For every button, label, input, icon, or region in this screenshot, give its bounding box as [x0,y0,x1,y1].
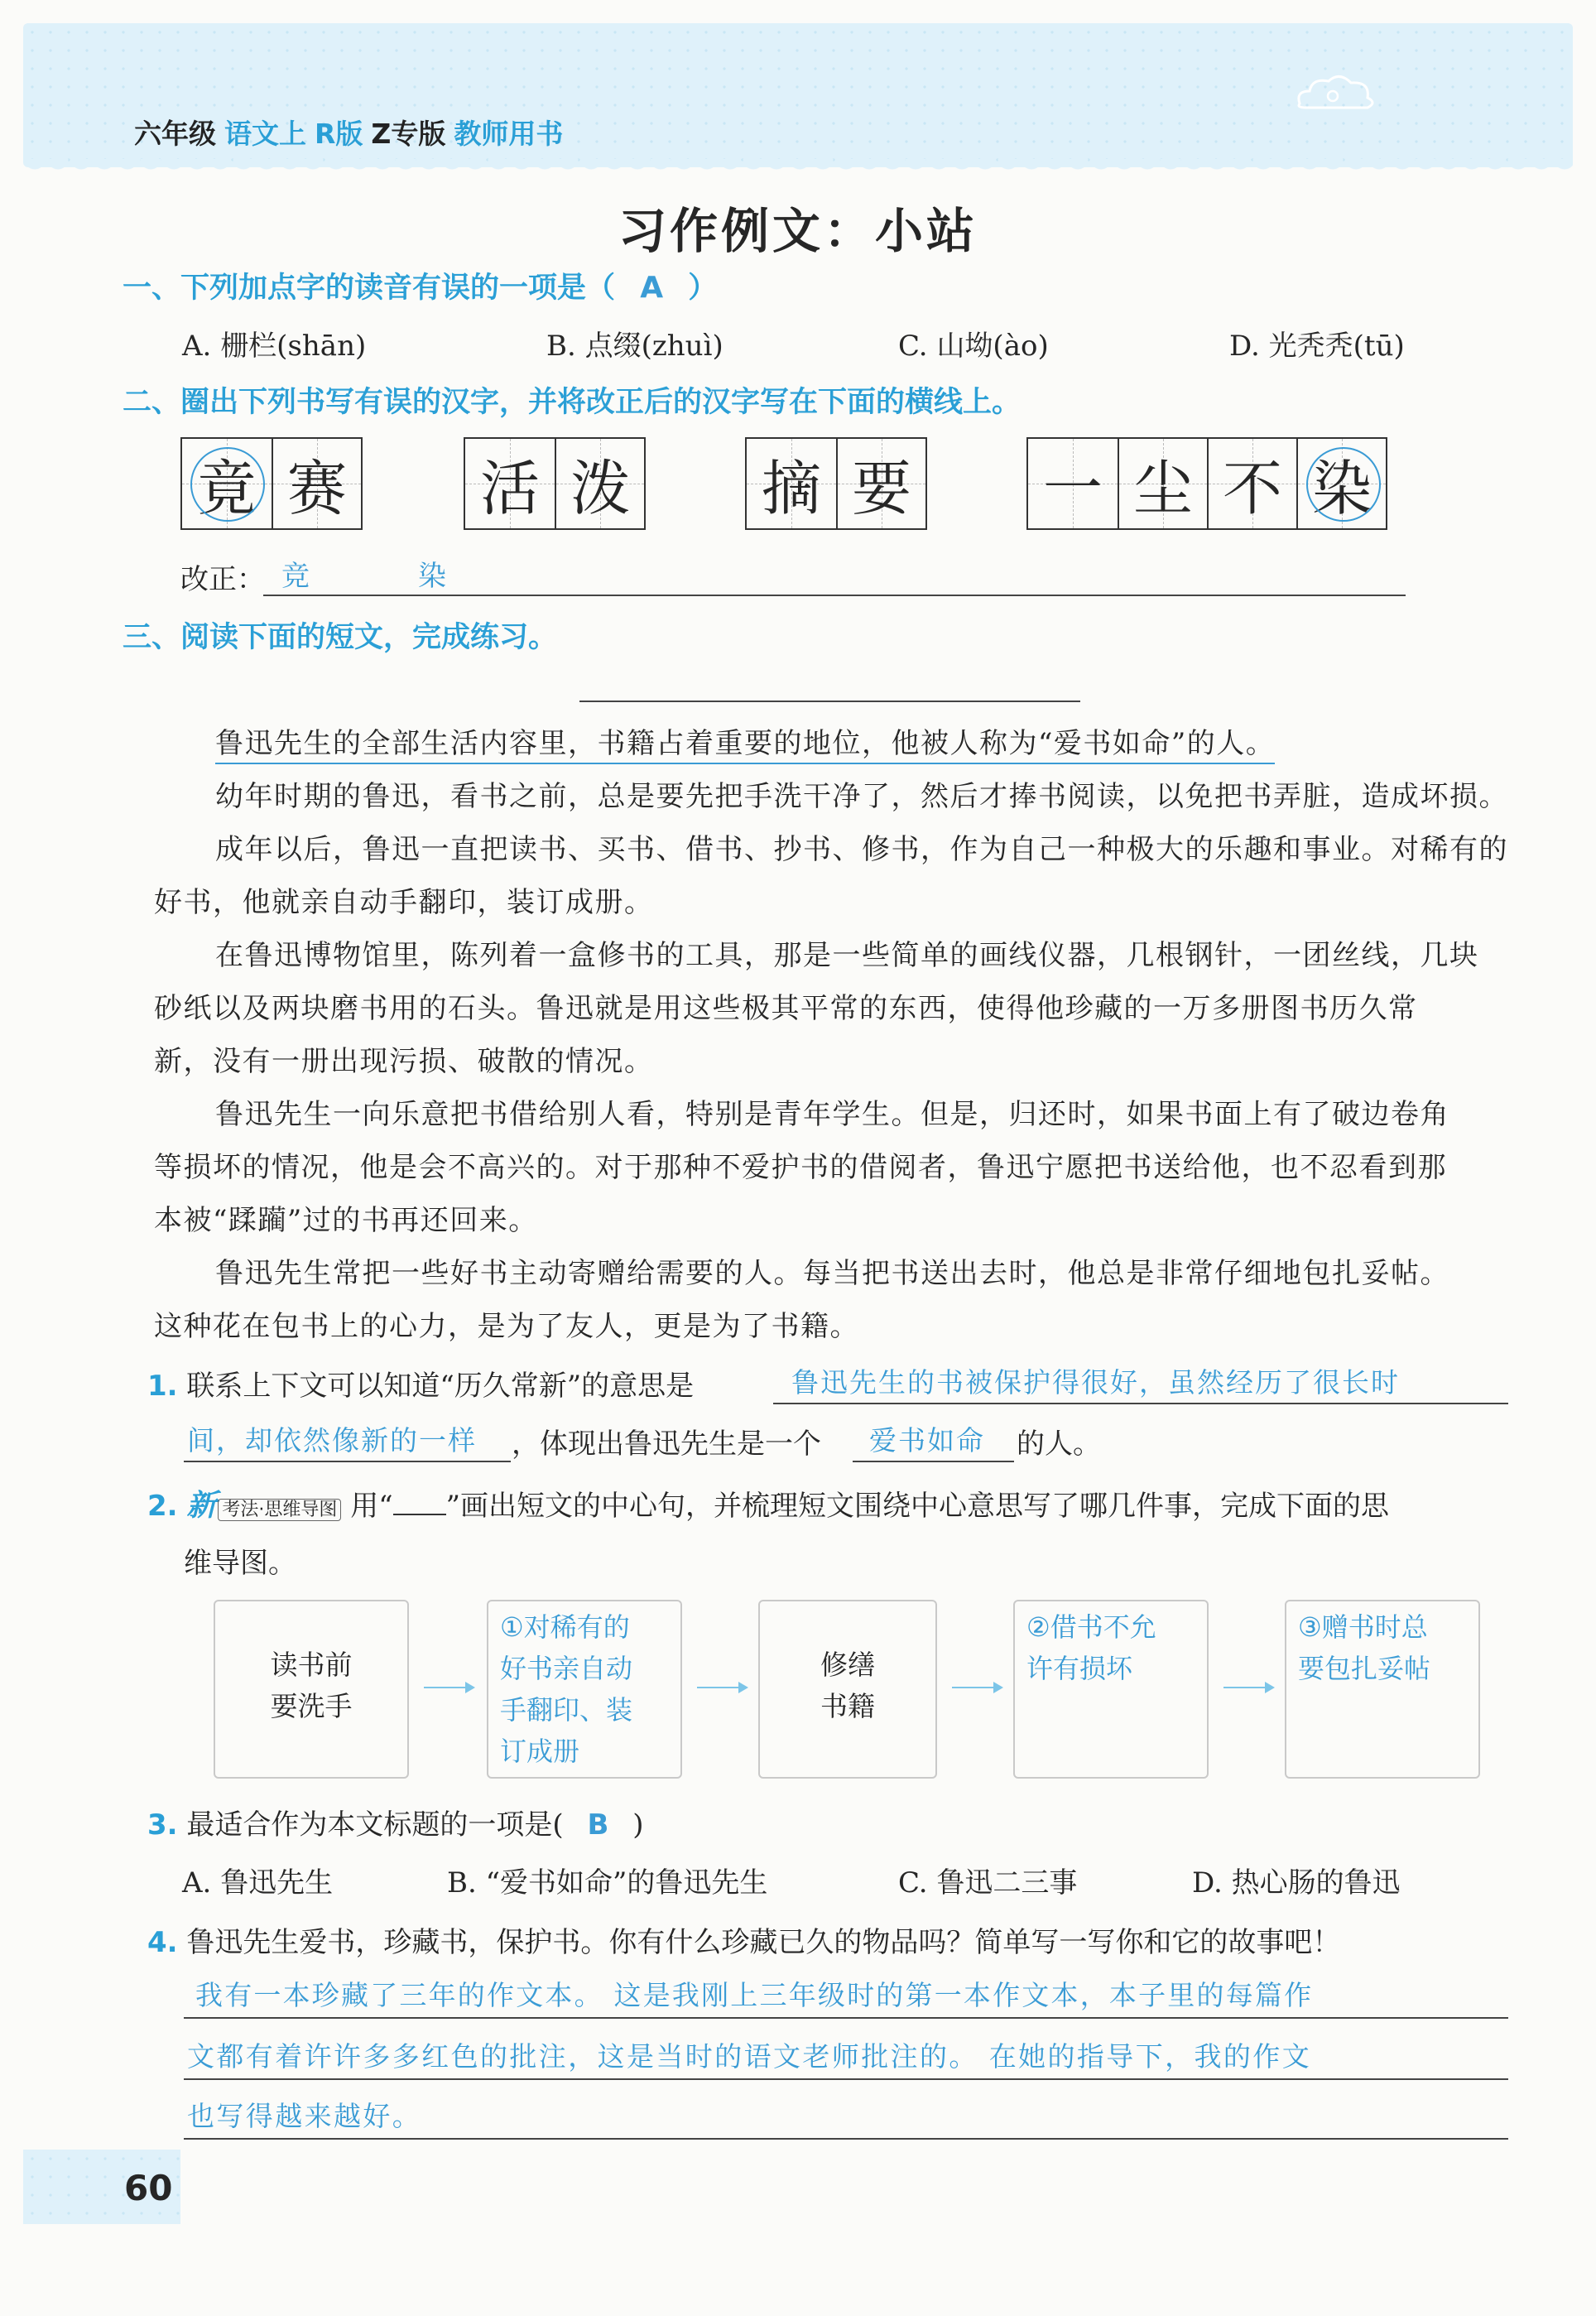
correction-circle [190,447,265,522]
paragraph-2: 幼年时期的鲁迅，看书之前，总是要先把手洗干净了，然后才捧书阅读，以免把书弄脏，造成坏损。 [215,780,1508,813]
q1-answer-line-2 [184,1461,511,1462]
section-1-text: 一、下列加点字的读音有误的一项是（ [123,272,616,305]
question-2-number: 2. [147,1490,178,1523]
mindmap-box-2-line: 好书亲自动 [500,1653,633,1684]
option-3c-label: C. [898,1866,928,1900]
section-2-heading: 二、圈出下列书写有误的汉字，并将改正后的汉字写在下面的横线上。 [123,386,1022,419]
word-box-4 [1026,437,1387,530]
mindmap-box-2-line: 手翻印、装 [500,1694,633,1726]
question-2 [147,1482,1389,1524]
option-1d [1229,323,1405,364]
char-cell [1296,439,1386,528]
paragraph-6b: 这种花在包书上的心力，是为了友人，更是为了书籍。 [154,1310,859,1343]
underline-symbol [393,1514,446,1515]
option-1c [898,323,1049,364]
option-1c-text: 山坳(ào) [936,330,1049,363]
paragraph-4a: 在鲁迅博物馆里，陈列着一盒修书的工具，那是一些简单的画线仪器，几根钢针，一团丝线，几块 [215,939,1479,972]
option-3c-text: 鲁迅二三事 [936,1866,1078,1900]
option-3a-label: A. [182,1866,212,1900]
char-cell [555,439,644,528]
q1-mid-text: ，体现出鲁迅先生是一个 [512,1428,821,1461]
fix-label: 改正： [180,563,265,596]
option-3a [182,1860,333,1900]
question-3-number: 3. [147,1808,178,1842]
paragraph-4b: 砂纸以及两块磨书用的石头。鲁迅就是用这些极其平常的东西，使得他珍藏的一万多册图书历久常 [154,992,1418,1025]
option-1d-text: 光秃秃(tū) [1268,330,1405,363]
arrow-icon [1223,1687,1273,1688]
paragraph-6a: 鲁迅先生常把一些好书主动寄赠给需要的人。每当把书送出去时，他总是非常仔细地包扎妥帖。 [215,1257,1449,1290]
mindmap-box-3-line: 修缮 [820,1649,875,1681]
char: 泼 [570,454,630,523]
arrow-icon [952,1687,1002,1688]
option-1b [546,323,723,364]
mindmap-box-2-line: 订成册 [500,1736,580,1767]
option-1b-label: B. [546,330,576,363]
section-1-heading [123,265,717,306]
char: 要 [851,454,911,523]
arrow-icon [697,1687,747,1688]
q4-answer-line-1: 我有一本珍藏了三年的作文本。 这是我刚上三年级时的第一本作文本，本子里的每篇作 [195,1979,1314,2011]
cloud-icon [1291,66,1382,116]
paragraph-5b: 等损坏的情况，他是会不高兴的。对于那种不爱护书的借阅者，鲁迅宁愿把书送给他，也不忍看到那 [154,1151,1447,1184]
option-1a [182,323,366,364]
option-1d-label: D. [1229,330,1260,363]
char-cell [1028,439,1118,528]
char: 竟 [196,454,257,523]
option-3c [898,1860,1077,1900]
mindmap-box-5-line: 要包扎妥帖 [1298,1653,1431,1684]
header-text [134,113,571,152]
question-4-text: 鲁迅先生爱书，珍藏书，保护书。你有什么珍藏已久的物品吗？简单写一写你和它的故事吧！ [186,1926,1341,1959]
char-cell [272,439,361,528]
char-cell [1118,439,1207,528]
paragraph-5c: 本被“蹂躏”过的书再还回来。 [154,1204,538,1237]
q4-answer-line-2: 文都有着许许多多红色的批注，这是当时的语文老师批注的。 在她的指导下，我的作文 [187,2040,1312,2073]
q1-end-text: 的人。 [1017,1428,1101,1461]
question-3 [147,1802,643,1842]
header-subject: 语文上 [224,118,306,150]
paragraph-4c: 新，没有一册出现污损、破散的情况。 [154,1045,654,1078]
mindmap-box-2 [487,1600,682,1779]
q1-answer-a: 鲁迅先生的书被保护得很好，虽然经历了很长时 [791,1366,1400,1399]
section-1-close: ） [688,272,718,305]
q4-line-1 [184,2017,1508,2019]
new-tag: 新 [186,1489,217,1523]
word-box-3 [745,437,927,530]
option-3b-text: “爱书如命”的鲁迅先生 [485,1866,768,1900]
option-1c-label: C. [898,330,928,363]
question-2-text-a: 用“ [350,1490,393,1523]
fix-answer-1: 竞 [281,560,310,593]
char-cell [465,439,555,528]
mindmap-box-1-line: 读书前 [270,1649,353,1681]
option-3a-text: 鲁迅先生 [220,1866,334,1900]
mindmap-box-5 [1285,1600,1480,1779]
section-3-heading: 三、阅读下面的短文，完成练习。 [123,621,558,654]
q1-answer-line-3 [853,1461,1014,1462]
mindmap-box-4-line: ②借书不允 [1026,1611,1156,1643]
question-4-number: 4. [147,1926,178,1959]
char: 摘 [761,454,821,523]
header-grade: 六年级 [134,118,216,150]
word-box-2 [464,437,646,530]
page-title: 习作例文：小站 [618,203,978,259]
mindmap-box-4 [1013,1600,1209,1779]
title-blank-line [579,701,1080,702]
mindmap-box-1 [214,1600,409,1779]
mindmap-box-3 [758,1600,937,1779]
paragraph-3b: 好书，他就亲自动手翻印，装订成册。 [154,886,654,919]
option-3d-text: 热心肠的鲁迅 [1231,1866,1401,1900]
q4-line-2 [184,2078,1508,2080]
option-3b [447,1860,767,1900]
char: 赛 [286,454,347,523]
char: 不 [1222,454,1282,523]
page-number: 60 [124,2168,173,2208]
arrow-icon [424,1687,474,1688]
mindmap-box-1-line: 要洗手 [270,1690,353,1722]
paragraph-1: 鲁迅先生的全部生活内容里，书籍占着重要的地位，他被人称为“爱书如命”的人。 [215,720,1275,764]
question-1-number: 1. [147,1370,178,1403]
option-1a-label: A. [182,330,212,363]
mindmap-box-2-line: ①对稀有的 [500,1611,630,1643]
fix-answer-2: 染 [418,560,446,593]
question-1-text: 联系上下文可以知道“历久常新”的意思是 [186,1370,695,1403]
question-2-text-c: 维导图。 [184,1547,296,1580]
q4-line-3 [184,2138,1508,2140]
char: 活 [479,454,540,523]
char: 尘 [1132,454,1193,523]
q1-answer-line-1 [773,1403,1508,1404]
header-edition: R版 [315,118,363,150]
option-1b-text: 点缀(zhuì) [584,330,723,363]
question-2-text-b: ”画出短文的中心句，并梳理短文围绕中心意思写了哪几件事，完成下面的思 [445,1490,1389,1523]
correction-circle [1306,447,1381,522]
mindmap-box-3-line: 书籍 [820,1690,875,1722]
question-3-close: ) [632,1808,644,1842]
question-4 [147,1919,1340,1960]
q1-answer-b: 间，却依然像新的一样 [187,1424,477,1457]
header-book-type: 教师用书 [454,118,564,150]
char-cell [836,439,925,528]
mindmap-box-4-line: 许有损坏 [1026,1653,1133,1684]
char-cell [1207,439,1296,528]
char-cell [747,439,836,528]
char: 染 [1311,454,1372,523]
char: 一 [1042,454,1103,523]
option-3d [1192,1860,1401,1900]
mindmap-tag: 考法·思维导图 [218,1499,341,1521]
word-box-1 [180,437,363,530]
fix-answer-line [263,595,1406,596]
option-1a-text: 栅栏(shān) [220,330,367,363]
q4-answer-line-3: 也写得越来越好。 [187,2100,422,2132]
paragraph-3a: 成年以后，鲁迅一直把读书、买书、借书、抄书、修书，作为自己一种极大的乐趣和事业。对稀有的 [215,833,1508,866]
paragraph-5a: 鲁迅先生一向乐意把书借给别人看，特别是青年学生。但是，归还时，如果书面上有了破边卷角 [215,1098,1449,1131]
question-1 [147,1363,694,1404]
question-3-text: 最适合作为本文标题的一项是( [186,1808,564,1842]
header-series: Z专版 [371,118,446,150]
char-cell [182,439,272,528]
mindmap-box-5-line: ③赠书时总 [1298,1611,1428,1643]
option-3b-label: B. [447,1866,477,1900]
option-3d-label: D. [1192,1866,1223,1900]
q1-answer-c: 爱书如命 [869,1424,985,1457]
section-1-answer: A [640,271,664,305]
question-3-answer: B [587,1808,609,1842]
